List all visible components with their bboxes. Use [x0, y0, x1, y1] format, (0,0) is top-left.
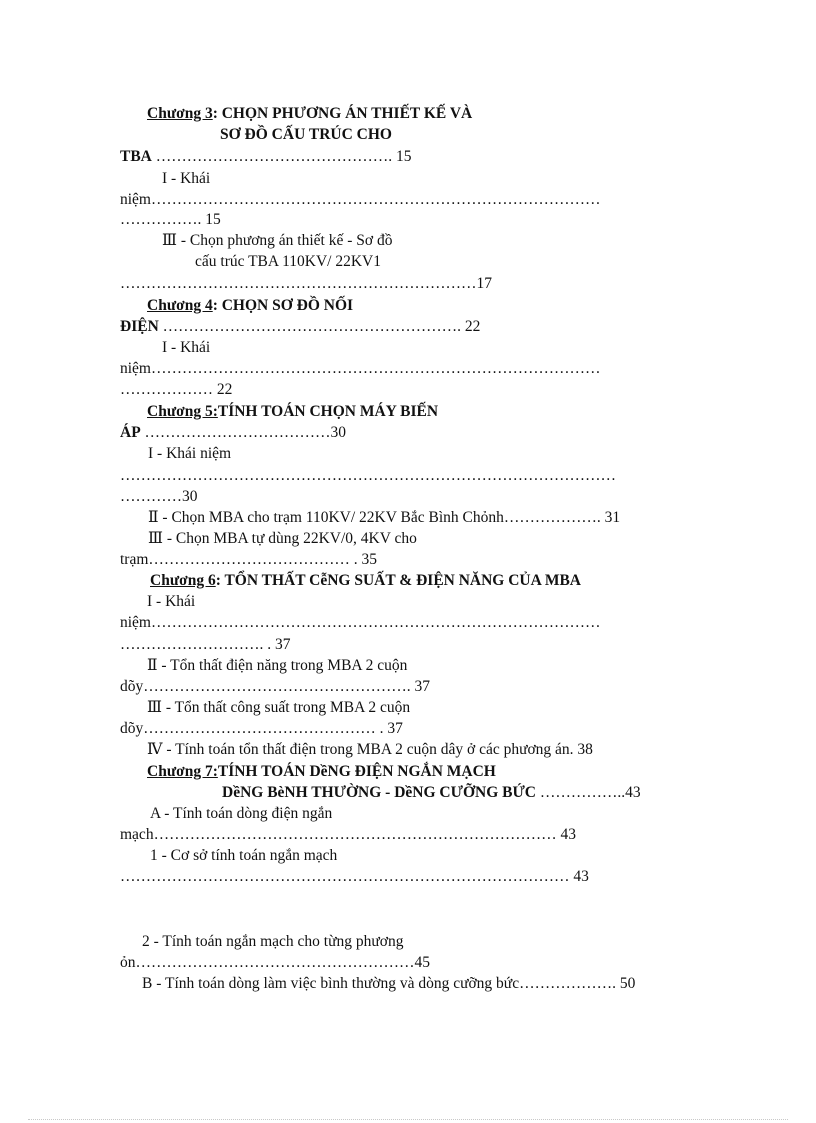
chapter-4-title: : CHỌN SƠ ĐỒ NỐI — [212, 297, 354, 314]
chapter-3-title-line2: SƠ ĐỒ CẤU TRÚC CHO — [220, 126, 392, 143]
chapter-4-title-line2 — [120, 317, 480, 337]
ch5-section-3-page: trạm………………………………… . 35 — [120, 551, 378, 568]
ch7-section-2: 2 - Tính toán ngắn mạch cho từng phương — [142, 933, 404, 950]
ch3-section-1: I - Khái — [162, 170, 211, 187]
ch3-section-2-page: ……………………………………………………………17 — [120, 275, 492, 292]
chapter-3-label: Chương 3 — [147, 105, 213, 122]
ch7-section-b: B - Tính toán dòng làm việc bình thường và dòng cưỡng bức………………. 50 — [142, 975, 636, 992]
chapter-3-title-line3 — [120, 147, 412, 167]
ch6-section-2: Ⅱ - Tổn thất điện năng trong MBA 2 cuộn — [147, 657, 408, 674]
ch3-section-1-dots: niệm…………………………………………………………………………… — [120, 191, 601, 208]
chapter-3-title-tail: TBA — [120, 148, 152, 165]
ch7-section-1-page: …………………………………………………………………………… 43 — [120, 868, 589, 885]
ch3-section-1-page: ……………. 15 — [120, 211, 221, 228]
ch3-section-2-line2: cấu trúc TBA 110KV/ 22KV1 — [195, 253, 381, 270]
ch6-section-1-page: ………………………. . 37 — [120, 636, 291, 653]
chapter-7-title-line2 — [222, 783, 641, 803]
ch4-section-1-page: ……………… 22 — [120, 381, 233, 398]
chapter-5-title-line2 — [120, 423, 346, 443]
chapter-7-heading — [147, 762, 496, 782]
chapter-3-page: ………………………………………. 15 — [151, 148, 412, 165]
ch4-section-1: I - Khái — [162, 339, 211, 356]
ch5-section-1-dots: …………………………………………………………………………………… — [120, 467, 616, 484]
chapter-4-page: …………………………………………………. 22 — [158, 318, 481, 335]
page-bottom-divider — [28, 1119, 788, 1120]
chapter-6-heading — [150, 571, 581, 591]
ch5-section-1: I - Khái niệm — [148, 445, 232, 462]
chapter-4-heading — [147, 296, 353, 316]
ch5-section-1-page: …………30 — [120, 488, 198, 505]
ch7-section-1: 1 - Cơ sở tính toán ngắn mạch — [150, 847, 338, 864]
ch6-section-3: Ⅲ - Tổn thất công suất trong MBA 2 cuộn — [147, 699, 411, 716]
ch5-section-3: Ⅲ - Chọn MBA tự dùng 22KV/0, 4KV cho — [148, 530, 417, 547]
ch4-section-1-dots: niệm…………………………………………………………………………… — [120, 360, 601, 377]
ch7-section-a-page: mạch…………………………………………………………………… 43 — [120, 826, 576, 843]
ch6-section-1-dots: niệm…………………………………………………………………………… — [120, 614, 601, 631]
chapter-7-title: TÍNH TOÁN DềNG ĐIỆN NGẮN MẠCH — [217, 763, 496, 780]
chapter-7-title-tail: DềNG BèNH THƯỜNG - DềNG CƯỠNG BỨC — [222, 784, 536, 801]
ch6-section-2-page: dõy……………………………………………. 37 — [120, 678, 430, 695]
chapter-7-page: ……………..43 — [536, 784, 641, 801]
chapter-7-label: Chương 7: — [147, 763, 218, 780]
ch6-section-3-page: dõy……………………………………… . 37 — [120, 720, 403, 737]
chapter-5-page: ………………………………30 — [140, 424, 347, 441]
ch5-section-2: Ⅱ - Chọn MBA cho trạm 110KV/ 22KV Bắc Bình Chỏnh………………. 31 — [148, 509, 621, 526]
chapter-6-title: : TỔN THẤT CễNG SUẤT & ĐIỆN NĂNG CỦA MBA — [215, 572, 581, 589]
chapter-5-title: TÍNH TOÁN CHỌN MÁY BIẾN — [217, 403, 439, 420]
chapter-4-label: Chương 4 — [147, 297, 213, 314]
chapter-4-title-tail: ĐIỆN — [120, 318, 159, 335]
chapter-6-label: Chương 6 — [150, 572, 216, 589]
ch6-section-4: Ⅳ - Tính toán tổn thất điện trong MBA 2 cuộn dây ở các phương án. 38 — [147, 741, 593, 758]
chapter-5-heading — [147, 402, 438, 422]
ch6-section-1: I - Khái — [147, 593, 196, 610]
ch3-section-2: Ⅲ - Chọn phương án thiết kế - Sơ đồ — [162, 232, 393, 249]
chapter-5-label: Chương 5: — [147, 403, 218, 420]
chapter-5-title-tail: ÁP — [120, 424, 141, 441]
ch7-section-a: A - Tính toán dòng điện ngắn — [150, 805, 333, 822]
ch7-section-2-page: ỏn………………………………………………45 — [120, 954, 430, 971]
chapter-3-heading — [147, 104, 472, 124]
chapter-3-title: : CHỌN PHƯƠNG ÁN THIẾT KẾ VÀ — [212, 105, 473, 122]
